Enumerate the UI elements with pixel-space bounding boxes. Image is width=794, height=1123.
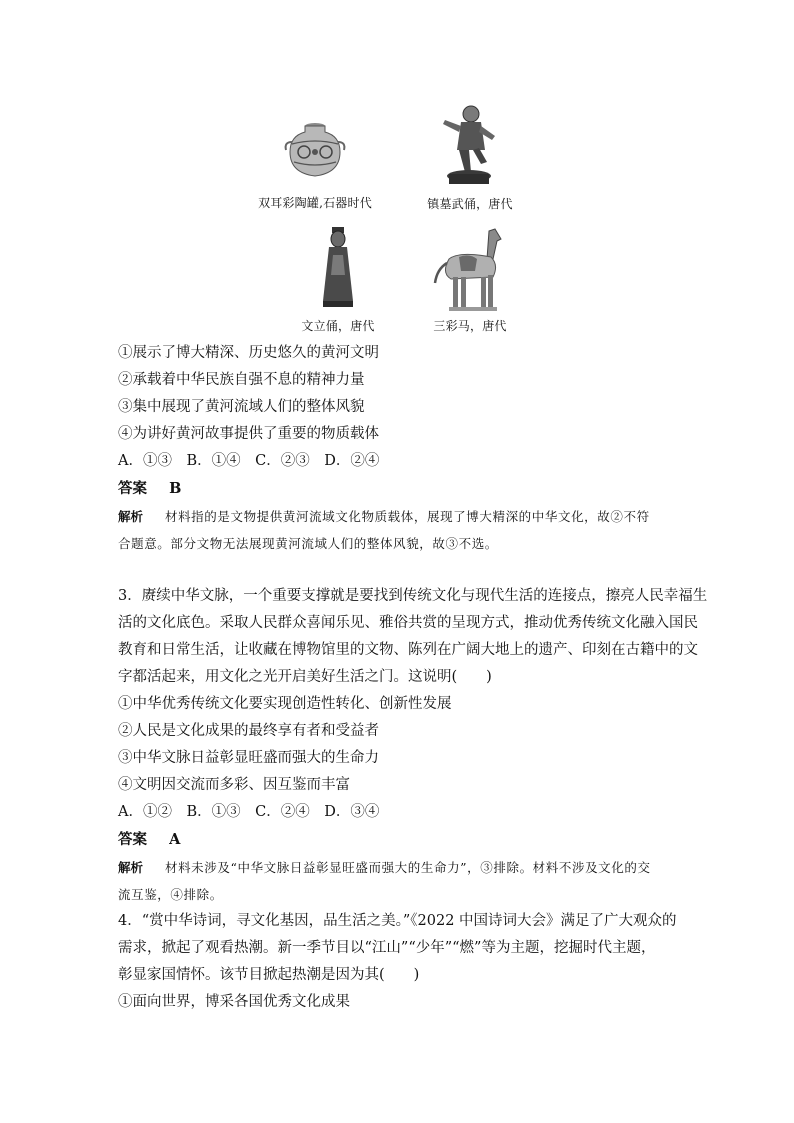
q3-stem-line3: 教育和日常生活，让收藏在博物馆里的文物、陈列在广阔大地上的遗产、印刻在古籍中的文 bbox=[118, 642, 698, 658]
q3-analysis-line2: 流互鉴，④排除。 bbox=[118, 887, 223, 902]
q3-option-2: ②人民是文化成果的最终享有者和受益者 bbox=[118, 723, 379, 739]
q3-option-3: ③中华文脉日益彰显旺盛而强大的生命力 bbox=[118, 750, 379, 766]
q3-option-4: ④文明因交流而多彩、因互鉴而丰富 bbox=[118, 777, 350, 793]
q2-option-4: ④为讲好黄河故事提供了重要的物质载体 bbox=[118, 426, 379, 442]
q4-stem-line2: 需求，掀起了观看热潮。新一季节目以“江山”“少年”“燃”等为主题，挖掘时代主题， bbox=[118, 940, 656, 956]
figure-caption: 文立俑，唐代 bbox=[301, 319, 375, 333]
answer-label: 答案 bbox=[118, 831, 147, 848]
q4-stem-line3: 彰显家国情怀。该节目掀起热潮是因为其( ) bbox=[118, 967, 420, 983]
q3-stem-line4: 字都活起来，用文化之光开启美好生活之门。这说明( ) bbox=[118, 669, 492, 685]
q3-stem-line1: 3．赓续中华文脉，一个重要支撑就是要找到传统文化与现代生活的连接点，擦亮人民幸福生 bbox=[118, 588, 708, 604]
q2-answer bbox=[118, 480, 181, 498]
q4-stem-line1: 4．“赏中华诗词，寻文化基因，品生活之美。”《2022 中国诗词大会》满足了广大观众的 bbox=[118, 913, 677, 929]
civil-official-figurine-icon bbox=[313, 225, 363, 309]
figure-tricolor-horse bbox=[395, 225, 545, 334]
analysis-label: 解析 bbox=[118, 509, 144, 524]
q2-analysis-line1 bbox=[118, 508, 650, 526]
figure-pottery-jar bbox=[245, 118, 385, 211]
q2-option-1: ①展示了博大精深、历史悠久的黄河文明 bbox=[118, 345, 379, 361]
analysis-text: 材料指的是文物提供黄河流域文化物质载体，展现了博大精深的中华文化，故②不符 bbox=[164, 509, 650, 524]
answer-value: B bbox=[169, 480, 182, 497]
q3-answer bbox=[118, 831, 180, 849]
answer-value: A bbox=[169, 831, 181, 848]
tricolor-horse-icon bbox=[429, 225, 511, 313]
figure-warrior-figurine bbox=[400, 102, 540, 212]
pottery-jar-icon bbox=[280, 118, 350, 180]
figure-caption: 镇墓武俑，唐代 bbox=[427, 197, 513, 211]
warrior-figurine-icon bbox=[435, 102, 505, 187]
q2-choices: A．①③ B．①④ C．②③ D．②④ bbox=[118, 453, 380, 469]
figure-caption: 三彩马，唐代 bbox=[433, 319, 507, 333]
analysis-label: 解析 bbox=[118, 860, 144, 875]
q2-option-3: ③集中展现了黄河流域人们的整体风貌 bbox=[118, 399, 365, 415]
q4-option-1: ①面向世界，博采各国优秀文化成果 bbox=[118, 994, 350, 1010]
figure-caption: 双耳彩陶罐,石器时代 bbox=[258, 196, 372, 210]
q3-stem-line2: 活的文化底色。采取人民群众喜闻乐见、雅俗共赏的呈现方式，推动优秀传统文化融入国民 bbox=[118, 615, 698, 631]
q3-option-1: ①中华优秀传统文化要实现创造性转化、创新性发展 bbox=[118, 696, 452, 712]
answer-label: 答案 bbox=[118, 480, 147, 497]
q3-choices: A．①② B．①③ C．②④ D．③④ bbox=[118, 804, 380, 820]
q2-option-2: ②承载着中华民族自强不息的精神力量 bbox=[118, 372, 365, 388]
figure-civil-official-figurine bbox=[268, 225, 408, 334]
q2-analysis-line2: 合题意。部分文物无法展现黄河流域人们的整体风貌，故③不选。 bbox=[118, 536, 498, 551]
analysis-text: 材料未涉及“中华文脉日益彰显旺盛而强大的生命力”，③排除。材料不涉及文化的交 bbox=[164, 860, 651, 875]
q3-analysis-line1 bbox=[118, 859, 651, 877]
